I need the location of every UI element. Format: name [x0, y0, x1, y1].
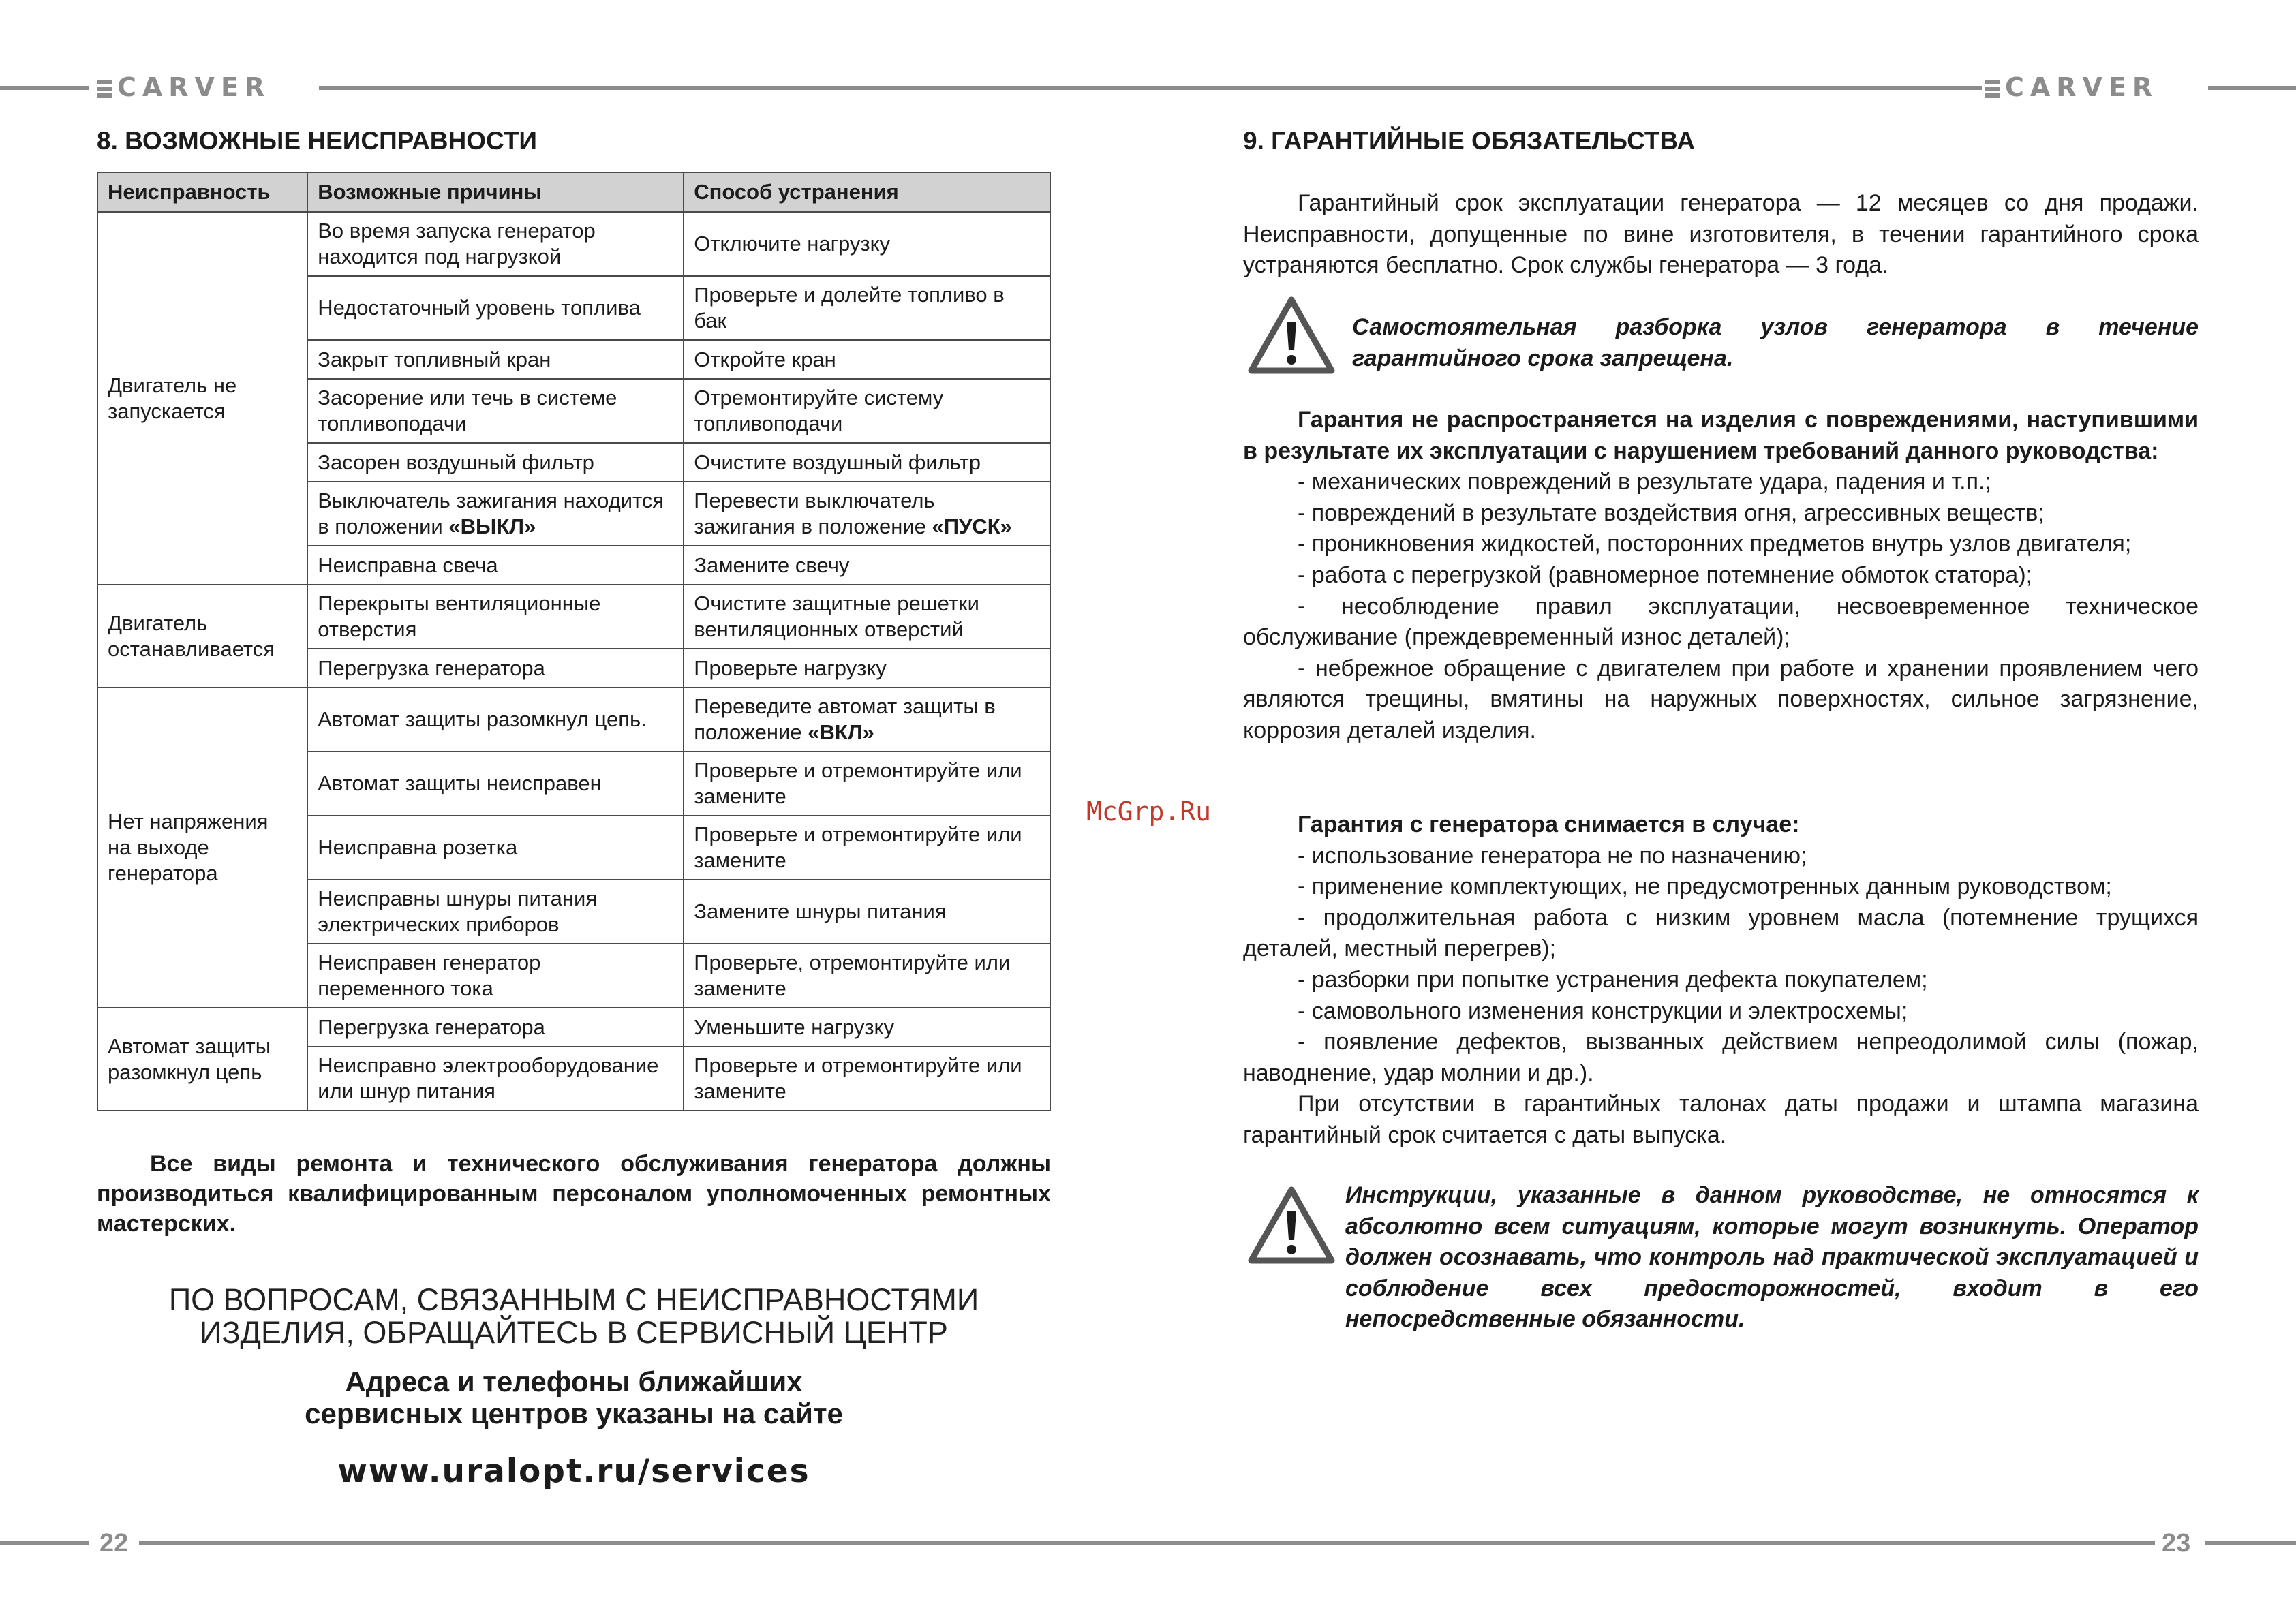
fix-cell: Отключите нагрузку [684, 212, 1050, 276]
list-item: - разборки при попытке устранения дефекта покупателем; [1298, 966, 1928, 993]
warning-2-text: Инструкции, указанные в данном руководстве, не относятся к абсолютно всем ситуациям, которые могут возникнуть. Оператор должен осознавать, что контроль над практической эксплуатацией и соблюдение всех предосторожностей, входит в его непосредственные обязанности. [1345, 1182, 2199, 1333]
warranty-intro-text: Гарантийный срок эксплуатации генератора — 12 месяцев со дня продажи. Неисправности, допущенные по вине изготовителя, в течении гарантийного срока устраняются бесплатно. Срок службы генератора — 3 года. [1243, 190, 2199, 279]
cause-cell: Недостаточный уровень топлива [307, 276, 684, 340]
faults-table [97, 172, 1051, 1111]
header-fault: Неисправность [97, 172, 307, 212]
list-item: - применение комплектующих, не предусмотренных данным руководством; [1298, 874, 2112, 900]
fix-bold-text: «ВКЛ» [808, 720, 874, 744]
warranty-intro [1243, 188, 2199, 281]
fault-text: Автомат защиты разомкнул цепь [108, 1034, 271, 1084]
exclusions-heading: Гарантия не распространяется на изделия с повреждениями, наступившими в результате их эксплуатации с нарушением требований данного руководства: [1243, 407, 2199, 464]
brand-logo-left: CARVER [97, 72, 271, 102]
fix-cell: Уменьшите нагрузку [684, 1008, 1050, 1047]
footer-rule-center [139, 1541, 2155, 1545]
fault-cell [97, 687, 307, 1008]
watermark: McGrp.Ru [1086, 797, 1212, 826]
header-rule-right-end [2208, 86, 2296, 90]
list-item: - механических повреждений в результате удара, падения и т.п.; [1298, 469, 1991, 495]
fix-text: Перевести выключатель зажигания в положение [694, 489, 935, 538]
fix-cell: Отремонтируйте систему топливоподачи [684, 379, 1050, 443]
fault-cell [97, 1008, 307, 1111]
fault-text: Нет напряжения на выходе генератора [108, 809, 269, 885]
list-item: - несоблюдение правил эксплуатации, несвоевременное техническое обслуживание (преждевременный износ деталей); [1243, 593, 2199, 651]
fix-cell [684, 482, 1050, 546]
cause-cell: Неисправны шнуры питания электрических приборов [307, 880, 684, 944]
removals-heading: Гарантия с генератора снимается в случае: [1298, 812, 1800, 837]
cause-cell: Неисправна розетка [307, 816, 684, 880]
fix-bold-text: «ПУСК» [932, 514, 1012, 538]
brand-bars-icon [1985, 78, 2000, 100]
fix-cell: Очистите защитные решетки вентиляционных отверстий [684, 585, 1050, 649]
service-line-1: ПО ВОПРОСАМ, СВЯЗАННЫМ С НЕИСПРАВНОСТЯМИ [168, 1282, 979, 1317]
page-number-left: 22 [100, 1529, 129, 1558]
fix-cell: Проверьте и отремонтируйте или замените [684, 1047, 1050, 1111]
fix-cell: Очистите воздушный фильтр [684, 443, 1050, 482]
cause-cell: Неисправен генератор переменного тока [307, 944, 684, 1008]
address-line-2: сервисных центров указаны на сайте [305, 1397, 843, 1429]
page-number-right: 23 [2162, 1529, 2191, 1558]
fix-cell: Откройте кран [684, 340, 1050, 379]
cause-cell: Во время запуска генератор находится под нагрузкой [307, 212, 684, 276]
warning-icon [1247, 296, 1336, 376]
list-item: - повреждений в результате воздействия огня, агрессивных веществ; [1298, 499, 2045, 526]
list-item: - продолжительная работа с низким уровнем масла (потемнение трущихся деталей, местный перегрев); [1243, 904, 2199, 962]
cause-cell: Автомат защиты неисправен [307, 752, 684, 816]
list-item: - использование генератора не по назначению; [1298, 842, 1807, 869]
fix-cell: Замените шнуры питания [684, 880, 1050, 944]
footer-rule-right-end [2205, 1541, 2296, 1545]
fix-cell: Проверьте и долейте топливо в бак [684, 276, 1050, 340]
cause-cell: Неисправна свеча [307, 546, 684, 585]
list-item: - самовольного изменения конструкции и электросхемы; [1298, 998, 1908, 1024]
warranty-exclusions [1243, 405, 2199, 747]
fix-cell: Проверьте, отремонтируйте или замените [684, 944, 1050, 1008]
cause-cell: Неисправно электрооборудование или шнур питания [307, 1047, 684, 1111]
fix-cell: Проверьте нагрузку [684, 649, 1050, 687]
fix-cell: Проверьте и отремонтируйте или замените [684, 752, 1050, 816]
fix-cell: Замените свечу [684, 546, 1050, 585]
list-item: - небрежное обращение с двигателем при работе и хранении проявлением чего являются трещины, вмятины на наружных поверхностях, сильное загрязнение, коррозия деталей изделия. [1243, 655, 2199, 743]
fix-cell: Проверьте и отремонтируйте или замените [684, 816, 1050, 880]
cause-cell: Засорение или течь в системе топливоподачи [307, 379, 684, 443]
fix-text: Переведите автомат защиты в положение [694, 694, 996, 744]
cause-cell: Засорен воздушный фильтр [307, 443, 684, 482]
cause-cell: Автомат защиты разомкнул цепь. [307, 687, 684, 752]
header-cause: Возможные причины [307, 172, 684, 212]
brand-logo-right: CARVER [1985, 72, 2158, 102]
cause-cell: Закрыт топливный кран [307, 340, 684, 379]
fix-cell [684, 687, 1050, 752]
fault-cell: Двигатель останавливается [97, 585, 307, 687]
section-9-title: 9. ГАРАНТИЙНЫЕ ОБЯЗАТЕЛЬСТВА [1243, 127, 1696, 155]
warning-1-text: Самостоятельная разборка узлов генератора в течение гарантийного срока запрещена. [1352, 314, 2199, 371]
table-row [97, 212, 1050, 276]
repair-note-text: Все виды ремонта и технического обслуживания генератора должны производиться квалифицированным персоналом уполномоченных ремонтных мастерских. [97, 1151, 1051, 1237]
cause-cell: Перекрыты вентиляционные отверстия [307, 585, 684, 649]
list-item: - проникновения жидкостей, посторонних предметов внутрь узлов двигателя; [1298, 531, 2132, 557]
service-line-2: ИЗДЕЛИЯ, ОБРАЩАЙТЕСЬ В СЕРВИСНЫЙ ЦЕНТР [200, 1315, 948, 1350]
table-row [97, 1008, 1050, 1047]
address-line-1: Адреса и телефоны ближайших [345, 1365, 803, 1397]
warning-2 [1345, 1180, 2199, 1335]
table-row [97, 687, 1050, 752]
footer-rule-left-start [0, 1541, 89, 1545]
header-fix: Способ устранения [684, 172, 1050, 212]
cause-cell: Перегрузка генератора [307, 1008, 684, 1047]
table-header-row [97, 172, 1050, 212]
cause-cell: Перегрузка генератора [307, 649, 684, 687]
cause-cell [307, 482, 684, 546]
service-url[interactable]: www.uralopt.ru/services [337, 1453, 810, 1490]
repair-note [97, 1149, 1051, 1239]
list-item: - работа с перегрузкой (равномерное потемнение обмоток статора); [1298, 561, 2033, 588]
warranty-removals [1243, 809, 2199, 1151]
address-notice [97, 1365, 1051, 1429]
warning-1 [1352, 312, 2199, 374]
section-8-title: 8. ВОЗМОЖНЫЕ НЕИСПРАВНОСТИ [97, 127, 538, 155]
cause-text: Выключатель зажигания находится в положении [318, 489, 664, 538]
cause-bold-text: «ВЫКЛ» [448, 514, 536, 538]
date-note: При отсутствии в гарантийных талонах даты продажи и штампа магазина гарантийный срок считается с даты выпуска. [1243, 1091, 2199, 1148]
fault-cell [97, 212, 307, 585]
brand-bars-icon [97, 78, 112, 100]
header-rule-center [319, 86, 1982, 90]
table-row [97, 585, 1050, 649]
list-item: - появление дефектов, вызванных действием непреодолимой силы (пожар, наводнение, удар молнии и др.). [1243, 1029, 2199, 1086]
fault-text: Двигатель не запускается [108, 373, 237, 423]
service-notice [97, 1284, 1051, 1349]
warning-icon [1247, 1186, 1336, 1266]
header-rule-left-start [0, 86, 89, 90]
